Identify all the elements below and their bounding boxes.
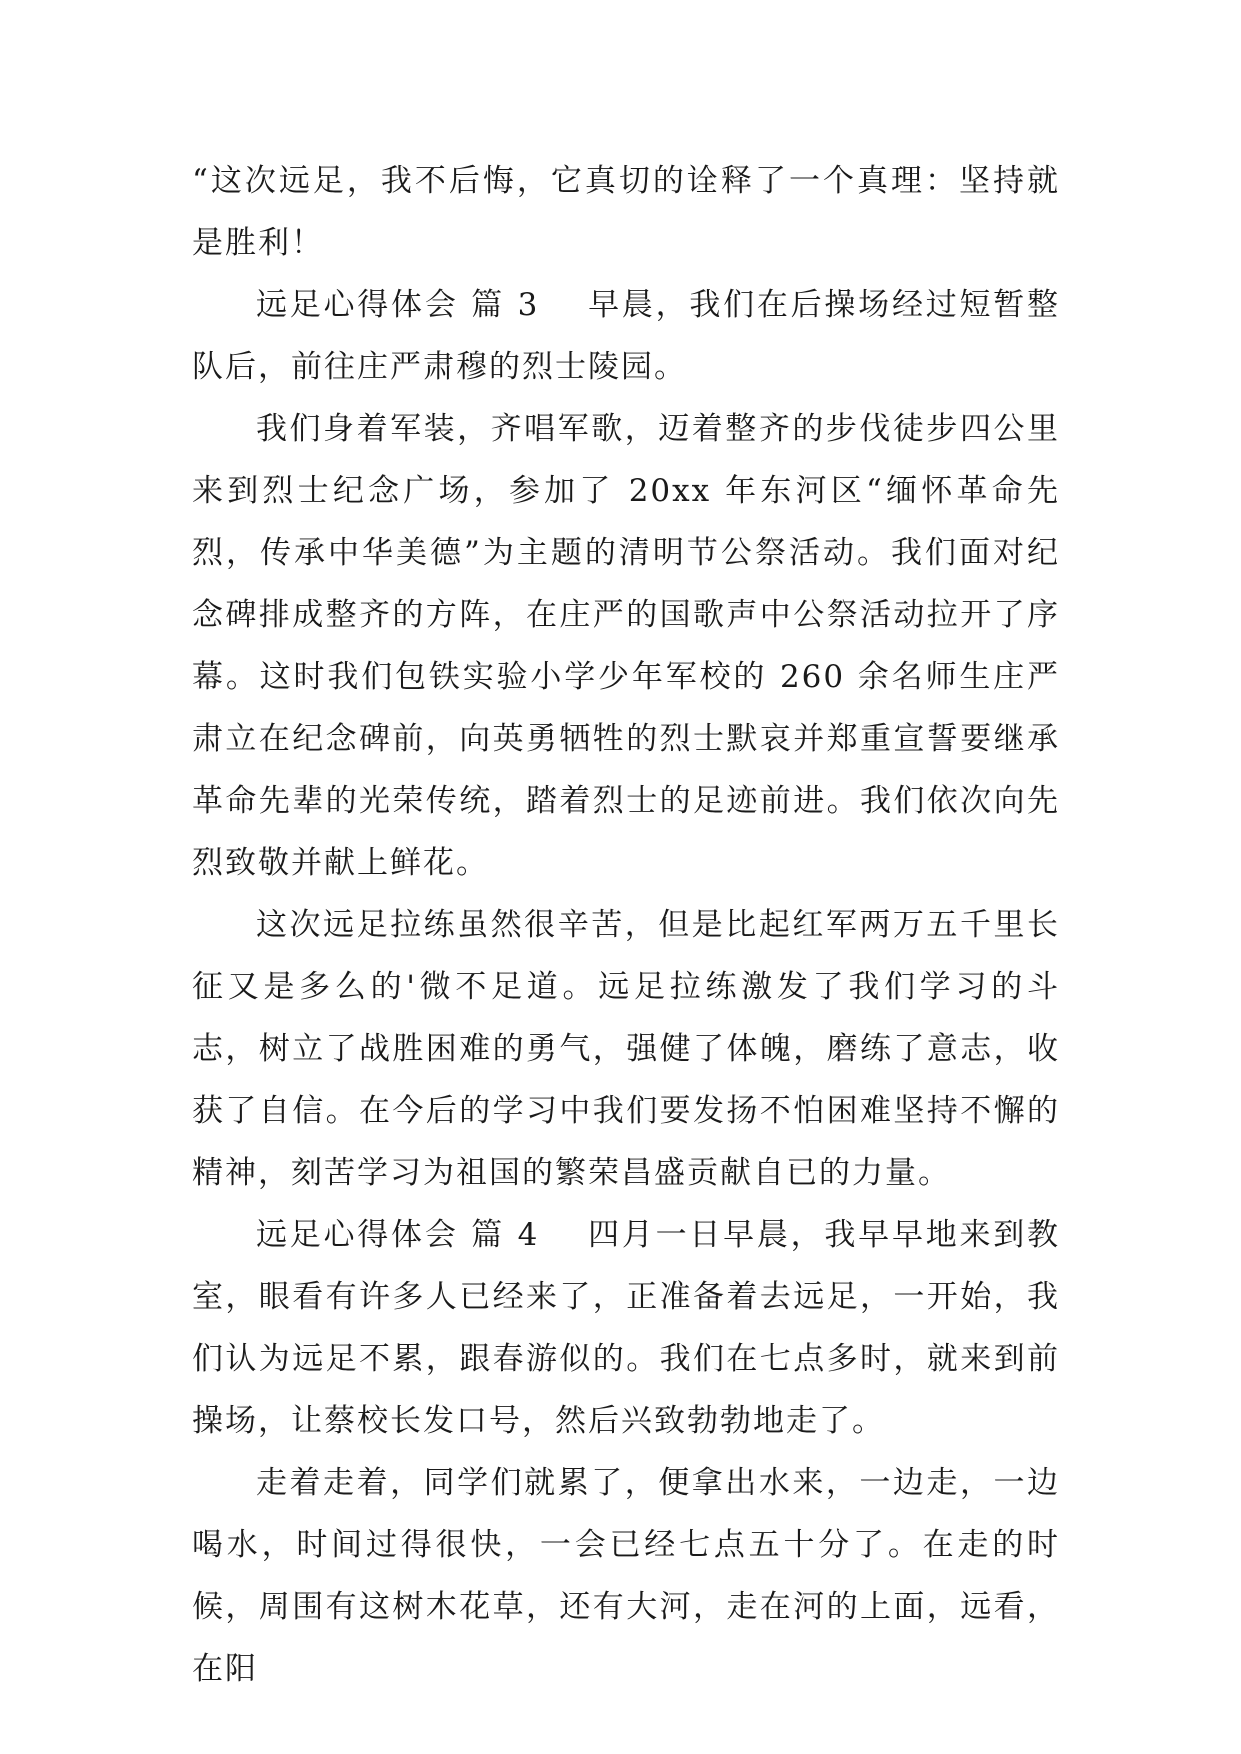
paragraph-5: [192, 1204, 1060, 1452]
paragraph-text: 四月一日早晨，我早早地来到教室，眼看有许多人已经来了，正准备着去远足，一开始，我们认为远足不累，跟春游似的。我们在七点多时，就来到前操场，让蔡校长发口号，然后兴致勃勃地走了。: [192, 1217, 1061, 1439]
paragraph-text: 我们身着军装，齐唱军歌，迈着整齐的步伐徒步四公里来到烈士纪念广场，参加了 20xx 年东河区“缅怀革命先烈，传承中华美德”为主题的清明节公祭活动。我们面对纪念碑排成整齐的方阵，在庄严的国歌声中公祭活动拉开了序幕。这时我们包铁实验小学少年军校的 260 余名师生庄严肃立在纪念碑前，向英勇牺牲的烈士默哀并郑重宣誓要继承革命先辈的光荣传统，踏着烈士的足迹前进。我们依次向先烈致敬并献上鲜花。: [192, 411, 1060, 881]
paragraph-3: [192, 398, 1060, 894]
paragraph-1: [192, 150, 1060, 274]
section-heading-4: 远足心得体会 篇 4: [256, 1217, 540, 1253]
paragraph-2: [192, 274, 1060, 398]
document-body: [192, 150, 1060, 1700]
paragraph-text: “这次远足，我不后悔，它真切的诠释了一个真理：坚持就是胜利！: [192, 163, 1060, 261]
section-heading-3: 远足心得体会 篇 3: [256, 287, 540, 323]
paragraph-text: 走着走着，同学们就累了，便拿出水来，一边走，一边喝水，时间过得很快，一会已经七点五十分了。在走的时候，周围有这树木花草，还有大河，走在河的上面，远看，在阳: [192, 1465, 1060, 1687]
paragraph-4: [192, 894, 1060, 1204]
paragraph-text: 这次远足拉练虽然很辛苦，但是比起红军两万五千里长征又是多么的'微不足道。远足拉练激发了我们学习的斗志，树立了战胜困难的勇气，强健了体魄，磨练了意志，收获了自信。在今后的学习中我们要发扬不怕困难坚持不懈的精神，刻苦学习为祖国的繁荣昌盛贡献自已的力量。: [192, 907, 1060, 1191]
paragraph-text: 早晨，我们在后操场经过短暂整队后，前往庄严肃穆的烈士陵园。: [192, 287, 1061, 385]
paragraph-6: [192, 1452, 1060, 1700]
